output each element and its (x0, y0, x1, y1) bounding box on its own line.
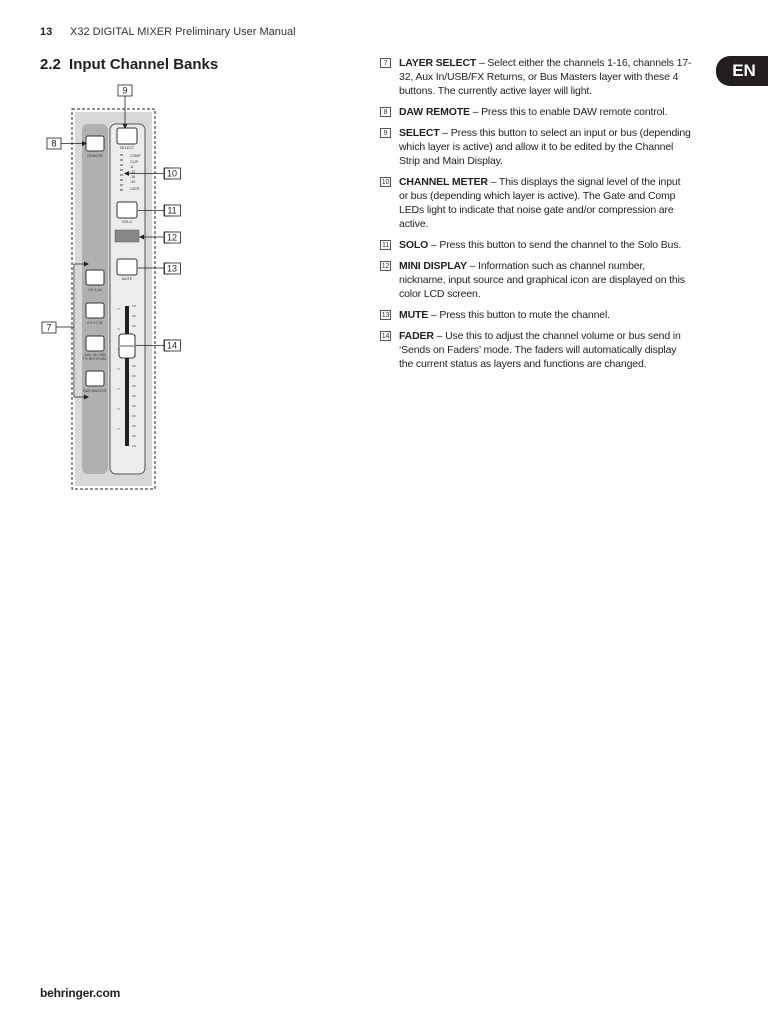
aux-label: AUX IN/ USB (84, 353, 106, 357)
section-title-text: Input Channel Banks (69, 56, 219, 73)
page-number: 13 (40, 26, 53, 38)
description-item (380, 105, 692, 119)
section-number: 2.2 (40, 56, 61, 73)
description-number: 9 (380, 128, 391, 138)
description-text: – Information such as channel number, nickname, input source and graphical icon are displayed on this color LCD screen. (399, 260, 685, 300)
description-item (380, 329, 692, 371)
language-badge: EN (716, 56, 768, 86)
footer-logo[interactable]: behringer.com (40, 986, 121, 1000)
description-number: 7 (380, 58, 391, 68)
description-item (380, 259, 692, 301)
description-text: – This displays the signal level of the input or bus (depending which layer is active). The Gate and Comp LEDs light to indicate that noise gate and/or compression are active. (399, 176, 681, 230)
bus-master-button-shape (86, 371, 104, 386)
remote-label: REMOTE (87, 154, 103, 158)
description-text: – Press this button to send the channel to the Solo Bus. (428, 239, 682, 251)
description-text: – Press this button to select an input or bus (depending which layer is active) and allow it to be edited by the Channel Strip and Main Display. (399, 127, 691, 167)
description-term: MINI DISPLAY (399, 260, 467, 272)
callout-13: 13 (166, 263, 178, 274)
channel-bank-diagram (40, 84, 170, 494)
description-item (380, 175, 692, 231)
meter-label-30: -30 (130, 180, 136, 184)
description-number: 12 (381, 263, 390, 270)
ch-1-16-label: CH 1-16 (88, 288, 102, 292)
meter-label-6: -6 (130, 165, 134, 169)
mini-display-shape (115, 230, 139, 242)
description-term: SELECT (399, 127, 440, 139)
callout-9: 9 (122, 85, 128, 96)
remote-button-shape (86, 136, 104, 151)
aux-button-shape (86, 336, 104, 351)
meter-label-18: -18 (130, 175, 136, 179)
description-number: 10 (381, 179, 390, 186)
description-term: CHANNEL METER (399, 176, 488, 188)
description-item (380, 126, 692, 168)
layer-strip (82, 124, 108, 474)
callout-boxes-right (164, 84, 184, 364)
description-number: 14 (381, 333, 390, 340)
callout-7: 7 (46, 322, 52, 333)
description-number: 11 (380, 240, 391, 250)
select-button-shape (117, 128, 137, 144)
meter-label-gate: GATE (130, 187, 140, 191)
description-term: FADER (399, 330, 434, 342)
select-label: SELECT (120, 146, 134, 150)
bus-master-label: BUS MASTER (83, 389, 107, 393)
description-number: 8 (380, 107, 391, 117)
meter-label-clip: CLIP (130, 160, 138, 164)
callout-8: 8 (51, 138, 57, 149)
ch-17-32-button-shape (86, 303, 104, 318)
description-text: – Use this to adjust the channel volume or bus send in ‘Sends on Faders’ mode. The faders will automatically display the current status as layers and functions are changed. (399, 330, 681, 370)
description-text: – Select either the channels 1-16, channels 17-32, Aux In/USB/FX Returns, or Bus Masters layer with these 4 buttons. The currently active layer will light. (399, 57, 692, 97)
section-title (40, 56, 218, 73)
solo-label: SOLO (122, 220, 132, 224)
description-item (380, 308, 692, 322)
running-title: X32 DIGITAL MIXER Preliminary User Manual (70, 26, 296, 38)
description-text: – Press this button to mute the channel. (428, 309, 610, 321)
ch-1-16-button-shape (86, 270, 104, 285)
callout-12: 12 (166, 232, 178, 243)
description-item (380, 238, 692, 252)
aux-label-2: FX RET/FXRD (83, 357, 107, 361)
mute-label: MUTE (121, 277, 133, 281)
description-number: 13 (381, 312, 390, 319)
description-text: – Press this to enable DAW remote control. (469, 106, 668, 118)
description-term: DAW REMOTE (399, 106, 470, 118)
ch-17-32-label: CH 17-32 (87, 321, 103, 325)
callout-10: 10 (166, 168, 178, 179)
description-term: MUTE (399, 309, 429, 321)
callout-11: 11 (167, 205, 177, 216)
mute-button-shape (117, 259, 137, 275)
meter-label-comp: COMP (130, 154, 141, 158)
solo-button-shape (117, 202, 137, 218)
meter-label-12: -12 (130, 170, 136, 174)
description-list (380, 56, 692, 378)
description-item (380, 56, 692, 98)
callout-14: 14 (166, 340, 178, 351)
description-term: LAYER SELECT (399, 57, 477, 69)
description-term: SOLO (399, 239, 429, 251)
